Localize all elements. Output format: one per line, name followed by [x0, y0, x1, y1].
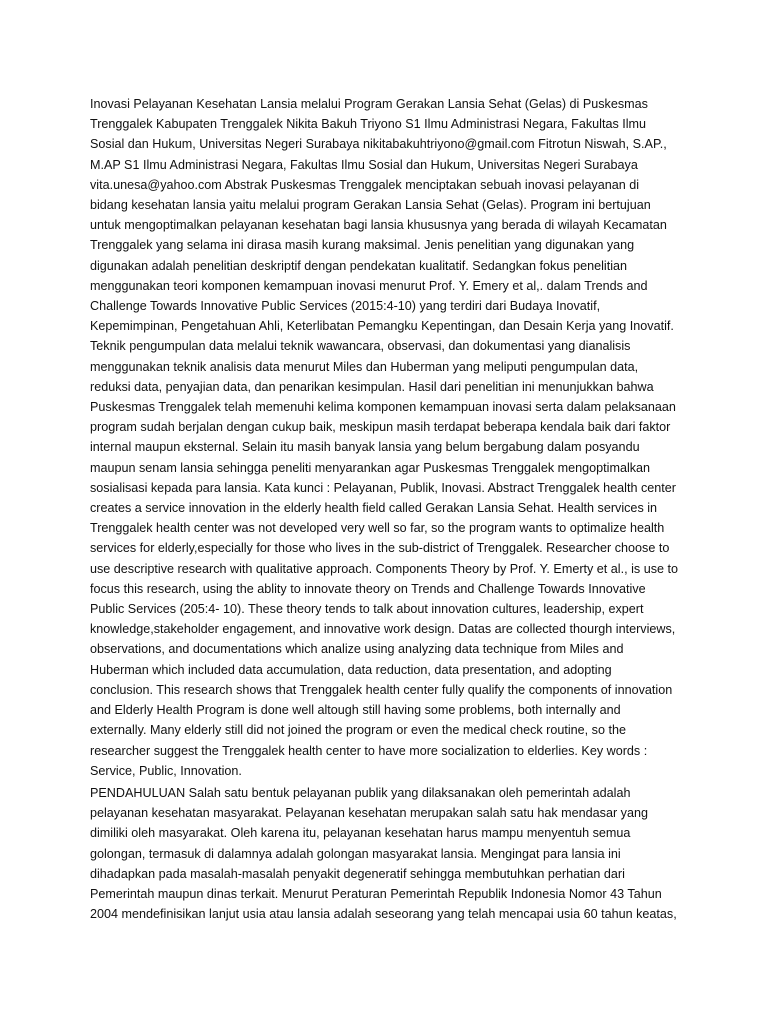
abstract-paragraph: Inovasi Pelayanan Kesehatan Lansia melalui Program Gerakan Lansia Sehat (Gelas) di Puskesmas Trenggalek Kabupaten Trenggalek Nikita Bakuh Triyono S1 Ilmu Administrasi Negara, Fakultas Ilmu Sosial dan Hukum, Universitas Negeri Surabaya nikitabakuhtriyono@gmail.com Fitrotun Niswah, S.AP., M.AP S1 Ilmu Administrasi Negara, Fakultas Ilmu Sosial dan Hukum, Universitas Negeri Surabaya vita.unesa@yahoo.com Abstrak Puskesmas Trenggalek menciptakan sebuah inovasi pelayanan di bidang kesehatan lansia yaitu melalui program Gerakan Lansia Sehat (Gelas). Program ini bertujuan untuk mengoptimalkan pelayanan kesehatan bagi lansia khususnya yang berada di wilayah Kecamatan Trenggalek yang selama ini dirasa masih kurang maksimal. Jenis penelitian yang digunakan yang digunakan adalah penelitian deskriptif dengan pendekatan kualitatif. Sedangkan fokus penelitian menggunakan teori komponen kemampuan inovasi menurut Prof. Y. Emery et al,. dalam Trends and Challenge Towards Innovative Public Services (2015:4-10) yang terdiri dari Budaya Inovatif, Kepemimpinan, Pengetahuan Ahli, Keterlibatan Pemangku Kepentingan, dan Desain Kerja yang Inovatif. Teknik pengumpulan data melalui teknik wawancara, observasi, dan dokumentasi yang dianalisis menggunakan teknik analisis data menurut Miles dan Huberman yang meliputi pengumpulan data, reduksi data, penyajian data, dan penarikan kesimpulan. Hasil dari penelitian ini menunjukkan bahwa Puskesmas Trenggalek telah memenuhi kelima komponen kemampuan inovasi serta dalam pelaksanaan program sudah berjalan dengan cukup baik, meskipun masih terdapat beberapa kendala baik dari faktor internal maupun eksternal. Selain itu masih banyak lansia yang belum bergabung dalam posyandu maupun senam lansia sehingga peneliti menyarankan agar Puskesmas Trenggalek mengoptimalkan sosialisasi kepada para lansia. Kata kunci : Pelayanan, Publik, Inovasi. Abstract Trenggalek health center creates a service innovation in the elderly health field called Gerakan Lansia Sehat. Health services in Trenggalek health center was not developed very well so far, so the program wants to optimalize health services for elderly,especially for those who lives in the sub-district of Trenggalek. Researcher choose to use descriptive research with qualitative approach. Components Theory by Prof. Y. Emerty et al., is use to focus this research, using the ablity to innovate theory on Trends and Challenge Towards Innovative Public Services (205:4- 10). These theory tends to talk about innovation cultures, leadership, expert knowledge,stakeholder engagement, and innovative work design. Datas are collected thourgh interviews, observations, and documentations which analize using analyzing data technique from Miles and Huberman which included data accumulation, data reduction, data presentation, and adopting conclusion. This research shows that Trenggalek health center fully qualify the components of innovation and Elderly Health Program is done well altough still having some problems, both internally and externally. Many elderly still did not joined the program or even the medical check routine, so the researcher suggest the Trenggalek health center to have more socialization to elderlies. Key words : Service, Public, Innovation.	[90, 97, 679, 778]
introduction-paragraph: PENDAHULUAN Salah satu bentuk pelayanan publik yang dilaksanakan oleh pemerintah adalah pelayanan kesehatan masyarakat. Pelayanan kesehatan merupakan salah satu hak mendasar yang dimiliki oleh masyarakat. Oleh karena itu, pelayanan kesehatan harus mampu menyentuh semua golongan, termasuk di dalamnya adalah golongan masyarakat lansia. Mengingat para lansia ini dihadapkan pada masalah-masalah penyakit degeneratif sehingga membutuhkan perhatian dari Pemerintah maupun dinas terkait. Menurut Peraturan Pemerintah Republik Indonesia Nomor 43 Tahun 2004 mendefinisikan lanjut usia atau lansia adalah seseorang yang telah mencapai usia 60 tahun keatas,	[90, 786, 677, 922]
